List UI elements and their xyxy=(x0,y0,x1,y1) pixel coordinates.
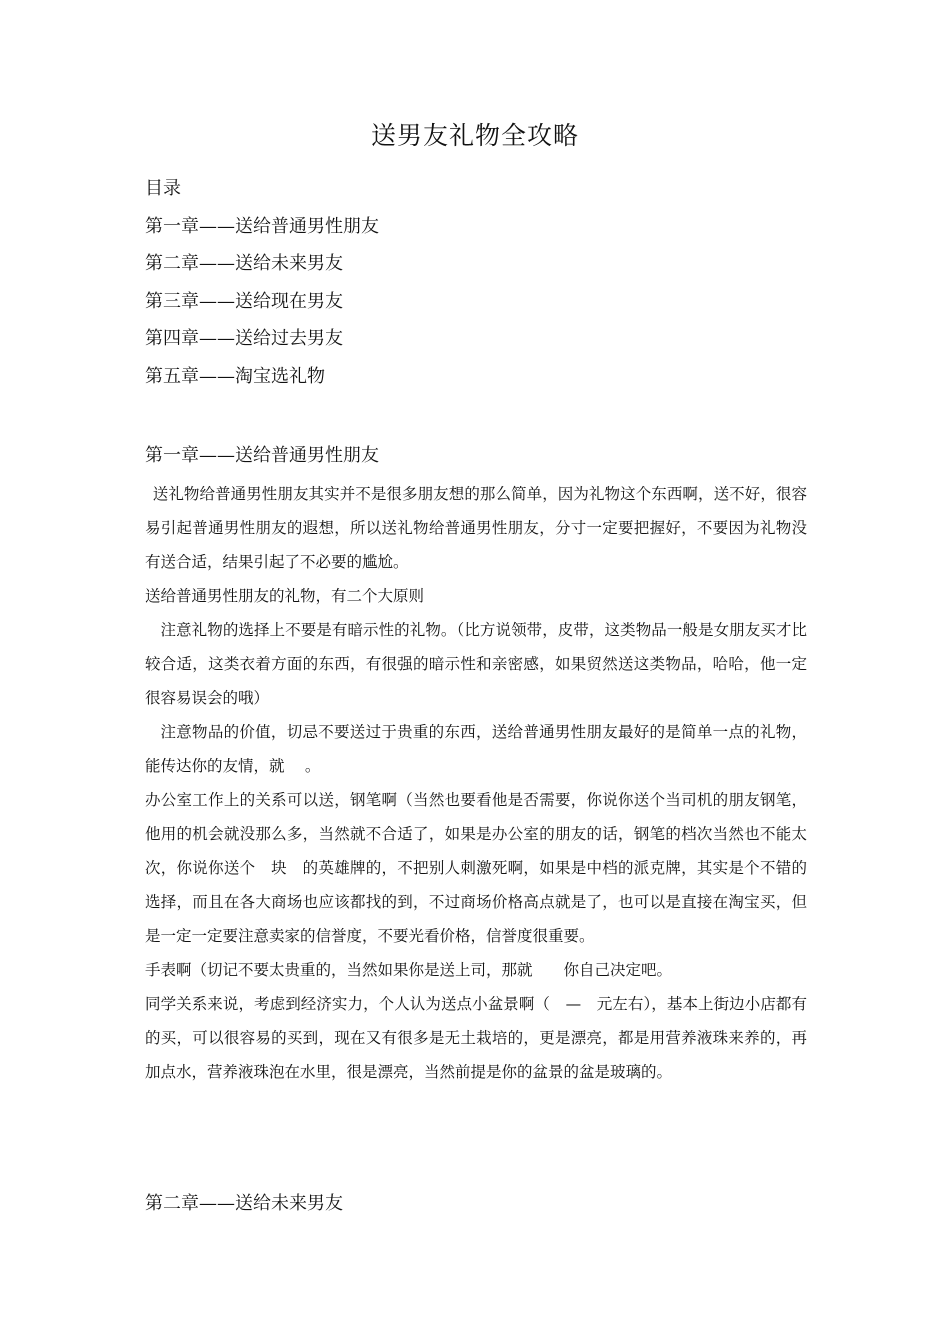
toc-item: 第一章——送给普通男性朋友 xyxy=(145,215,379,237)
chapter-1-heading: 第一章——送给普通男性朋友 xyxy=(145,445,379,466)
toc-item: 第二章——送给未来男友 xyxy=(145,253,343,274)
toc-item: 第五章——淘宝选礼物 xyxy=(145,365,325,387)
table-of-contents xyxy=(145,170,805,395)
paragraph: 送给普通男性朋友的礼物，有二个大原则 xyxy=(145,587,425,605)
toc-item: 第四章——送给过去男友 xyxy=(145,328,343,349)
paragraph: 送礼物给普通男性朋友其实并不是很多朋友想的那么简单，因为礼物这个东西啊，送不好，很容易引起普通男性朋友的遐想，所以送礼物给普通男性朋友，分寸一定要把握好，不要因为礼物没有送合适，结果引起了不必要的尴尬。 xyxy=(145,485,807,571)
document-title: 送男友礼物全攻略 xyxy=(370,121,579,150)
paragraph: 注意礼物的选择上不要是有暗示性的礼物。（比方说领带，皮带，这类物品一般是女朋友买才比较合适，这类衣着方面的东西，有很强的暗示性和亲密感，如果贸然送这类物品，哈哈，他一定很容易误会的哦） xyxy=(145,621,807,707)
chapter-2-heading: 第二章——送给未来男友 xyxy=(145,1193,343,1214)
chapter-2-section xyxy=(145,1190,807,1218)
chapter-1-section xyxy=(145,442,807,1089)
paragraph: 注意物品的价值，切忌不要送过于贵重的东西，送给普通男性朋友最好的是简单一点的礼物，能传达你的友情，就 。 xyxy=(145,723,807,775)
paragraph: 同学关系来说，考虑到经济实力，个人认为送点小盆景啊（ — 元左右），基本上街边小店都有的买，可以很容易的买到，现在又有很多是无土栽培的，更是漂亮，都是用营养液珠来养的，再加点水，营养液珠泡在水里，很是漂亮，当然前提是你的盆景的盆是玻璃的。 xyxy=(145,995,807,1081)
paragraph: 手表啊（切记不要太贵重的，当然如果你是送上司，那就 你自己决定吧。 xyxy=(145,961,673,979)
toc-heading: 目录 xyxy=(145,178,181,199)
paragraph: 办公室工作上的关系可以送，钢笔啊（当然也要看他是否需要，你说你送个当司机的朋友钢笔，他用的机会就没那么多，当然就不合适了，如果是办公室的朋友的话，钢笔的档次当然也不能太次，你说你送个 块 的英雄牌的，不把别人刺激死啊，如果是中档的派克牌，其实是个不错的选择，而且在各大商场也应该都找的到，不过商场价格高点就是了，也可以是直接在淘宝买，但是一定一定要注意卖家的信誉度，不要光看价格，信誉度很重要。 xyxy=(145,791,807,945)
toc-item: 第三章——送给现在男友 xyxy=(145,290,343,312)
